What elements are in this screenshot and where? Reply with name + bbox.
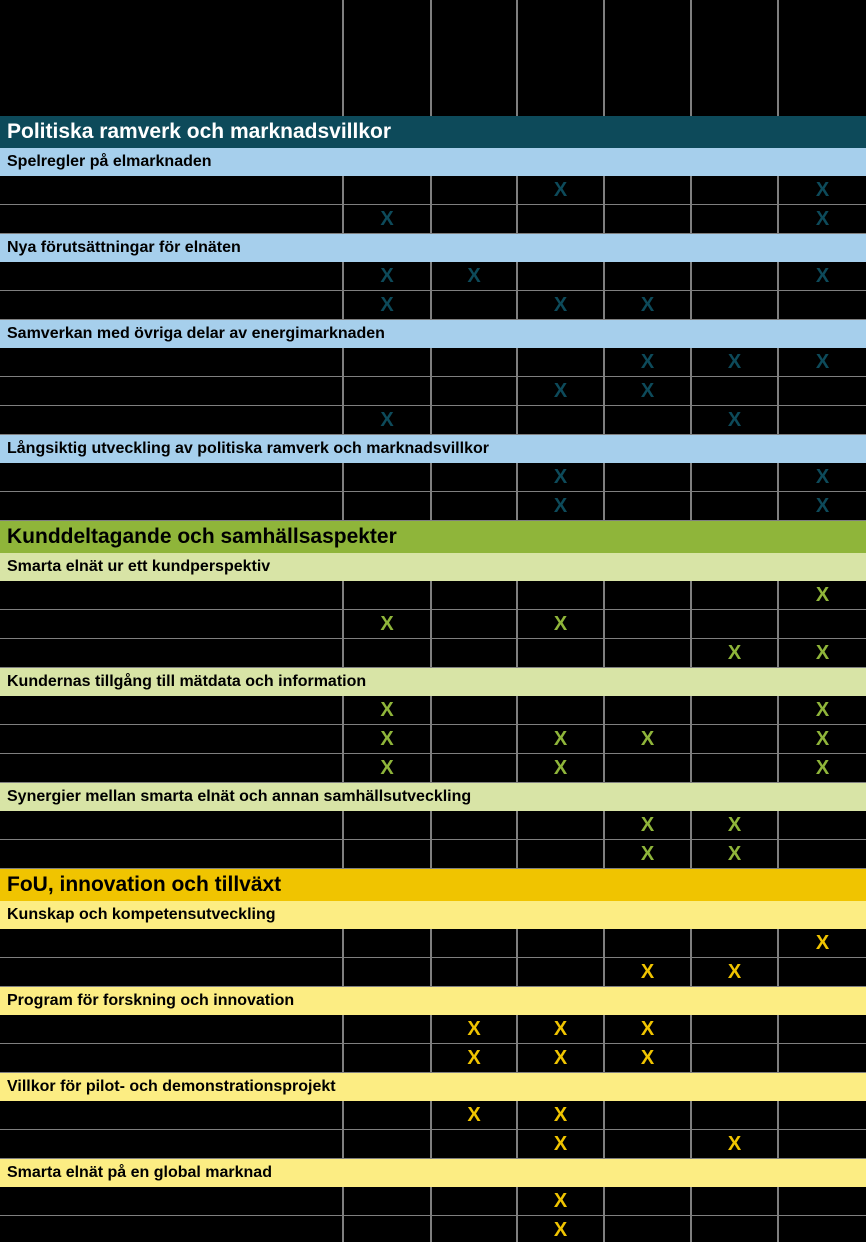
grid-cell-col-5 [690, 1015, 777, 1044]
grid-cell-col-6 [777, 463, 866, 492]
grid-cell-col-3 [516, 492, 603, 521]
matrix-row [0, 610, 866, 639]
grid-cell-col-2 [430, 463, 516, 492]
grid-cell-col-5 [690, 725, 777, 754]
grid-cell-col-1 [342, 348, 430, 377]
grid-cell-col-2 [430, 725, 516, 754]
subsection-heading: Smarta elnät på en global marknad [0, 1159, 866, 1187]
x-mark: X [553, 1047, 568, 1069]
grid-cell-col-6 [777, 291, 866, 320]
grid-cell-col-1 [342, 1216, 430, 1242]
grid-cell-col-1 [342, 0, 430, 116]
grid-cell-col-1 [342, 1187, 430, 1216]
x-mark: X [467, 265, 481, 287]
x-mark: X [553, 1219, 568, 1241]
subsection-heading: Spelregler på elmarknaden [0, 148, 866, 176]
grid-cell-col-6 [777, 639, 866, 668]
x-mark: X [815, 932, 830, 954]
x-mark: X [467, 1018, 481, 1040]
grid-cell-col-1 [342, 581, 430, 610]
grid-cell-col-3 [516, 1015, 603, 1044]
matrix-row [0, 1216, 866, 1242]
grid-cell-col-4 [603, 929, 690, 958]
section-heading: FoU, innovation och tillväxt [0, 869, 866, 901]
grid-cell-col-5 [690, 1187, 777, 1216]
grid-cell-col-1 [342, 492, 430, 521]
grid-cell-col-5 [690, 958, 777, 987]
grid-cell-col-2 [430, 929, 516, 958]
grid-cell-col-3 [516, 754, 603, 783]
row-label-cell [0, 725, 342, 754]
grid-cell-col-4 [603, 1015, 690, 1044]
grid-cell-col-5 [690, 0, 777, 116]
row-label-cell [0, 492, 342, 521]
x-mark: X [815, 208, 830, 230]
matrix-row [0, 176, 866, 205]
x-mark: X [553, 1133, 568, 1155]
matrix-row [0, 291, 866, 320]
subsection-heading: Kunskap och kompetensutveckling [0, 901, 866, 929]
x-mark: X [553, 380, 568, 402]
grid-cell-col-6 [777, 754, 866, 783]
grid-cell-col-5 [690, 377, 777, 406]
row-label-cell [0, 1187, 342, 1216]
grid-cell-col-3 [516, 958, 603, 987]
grid-cell-col-6 [777, 725, 866, 754]
grid-cell-col-6 [777, 262, 866, 291]
grid-cell-col-1 [342, 696, 430, 725]
row-label-cell [0, 463, 342, 492]
x-mark: X [815, 728, 830, 750]
grid-cell-col-2 [430, 406, 516, 435]
grid-cell-col-3 [516, 840, 603, 869]
grid-cell-col-6 [777, 1216, 866, 1242]
section-heading: Kunddeltagande och samhällsaspekter [0, 521, 866, 553]
matrix-row [0, 1044, 866, 1073]
x-mark: X [640, 1018, 655, 1040]
x-mark: X [640, 351, 655, 373]
grid-cell-col-4 [603, 262, 690, 291]
grid-cell-col-6 [777, 610, 866, 639]
grid-cell-col-3 [516, 205, 603, 234]
x-mark: X [380, 265, 394, 287]
x-mark: X [553, 728, 568, 750]
grid-cell-col-6 [777, 176, 866, 205]
grid-cell-col-3 [516, 811, 603, 840]
grid-cell-col-5 [690, 1101, 777, 1130]
grid-cell-col-4 [603, 205, 690, 234]
row-label-cell [0, 958, 342, 987]
section-heading: Politiska ramverk och marknadsvillkor [0, 116, 866, 148]
grid-cell-col-3 [516, 1216, 603, 1242]
grid-cell-col-2 [430, 754, 516, 783]
grid-cell-col-4 [603, 1216, 690, 1242]
grid-cell-col-4 [603, 1044, 690, 1073]
matrix-row [0, 406, 866, 435]
grid-cell-col-2 [430, 1216, 516, 1242]
x-mark: X [553, 179, 568, 201]
x-mark: X [815, 699, 830, 721]
matrix-row [0, 205, 866, 234]
grid-cell-col-3 [516, 176, 603, 205]
grid-cell-col-5 [690, 291, 777, 320]
grid-cell-col-2 [430, 205, 516, 234]
x-mark: X [727, 843, 742, 865]
matrix-row [0, 1101, 866, 1130]
grid-cell-col-5 [690, 754, 777, 783]
x-mark: X [727, 351, 742, 373]
grid-cell-col-4 [603, 291, 690, 320]
grid-cell-col-3 [516, 929, 603, 958]
grid-cell-col-1 [342, 1101, 430, 1130]
grid-cell-col-6 [777, 406, 866, 435]
grid-cell-col-4 [603, 463, 690, 492]
row-label-cell [0, 1044, 342, 1073]
grid-cell-col-1 [342, 1015, 430, 1044]
grid-cell-col-3 [516, 581, 603, 610]
grid-cell-col-6 [777, 348, 866, 377]
x-mark: X [815, 584, 830, 606]
matrix-row [0, 492, 866, 521]
grid-cell-col-4 [603, 639, 690, 668]
subsection-heading: Långsiktig utveckling av politiska ramverk och marknadsvillkor [0, 435, 866, 463]
matrix-row [0, 348, 866, 377]
grid-cell-col-1 [342, 176, 430, 205]
x-mark: X [815, 179, 830, 201]
row-label-cell [0, 754, 342, 783]
grid-cell-col-2 [430, 811, 516, 840]
grid-cell-col-4 [603, 1187, 690, 1216]
subsection-heading: Villkor för pilot- och demonstrationsprojekt [0, 1073, 866, 1101]
grid-cell-col-1 [342, 291, 430, 320]
grid-cell-col-2 [430, 377, 516, 406]
grid-cell-col-6 [777, 811, 866, 840]
x-mark: X [380, 728, 394, 750]
x-mark: X [815, 265, 830, 287]
grid-cell-col-4 [603, 610, 690, 639]
grid-cell-col-5 [690, 1130, 777, 1159]
grid-cell-col-4 [603, 581, 690, 610]
grid-cell-col-5 [690, 1216, 777, 1242]
grid-cell-col-3 [516, 639, 603, 668]
row-label-cell [0, 406, 342, 435]
row-label-cell [0, 1216, 342, 1242]
grid-cell-col-2 [430, 176, 516, 205]
x-mark: X [640, 961, 655, 983]
subsection-heading: Synergier mellan smarta elnät och annan samhällsutveckling [0, 783, 866, 811]
grid-cell-col-4 [603, 725, 690, 754]
grid-cell-col-1 [342, 610, 430, 639]
grid-cell-col-5 [690, 348, 777, 377]
x-mark: X [553, 1018, 568, 1040]
row-label-cell [0, 1101, 342, 1130]
row-label-cell [0, 176, 342, 205]
grid-cell-col-5 [690, 1044, 777, 1073]
matrix-row [0, 725, 866, 754]
x-mark: X [553, 294, 568, 316]
grid-cell-col-1 [342, 958, 430, 987]
grid-cell-col-1 [342, 205, 430, 234]
grid-cell-col-5 [690, 262, 777, 291]
grid-cell-col-1 [342, 1130, 430, 1159]
row-label-cell [0, 291, 342, 320]
x-mark: X [380, 294, 394, 316]
grid-cell-col-6 [777, 581, 866, 610]
subsection-heading: Samverkan med övriga delar av energimarknaden [0, 320, 866, 348]
grid-cell-col-2 [430, 581, 516, 610]
row-label-cell [0, 262, 342, 291]
grid-cell-col-3 [516, 0, 603, 116]
matrix-row [0, 811, 866, 840]
grid-cell-col-5 [690, 811, 777, 840]
grid-cell-col-4 [603, 754, 690, 783]
x-mark: X [727, 409, 742, 431]
grid-cell-col-2 [430, 262, 516, 291]
matrix-row [0, 1187, 866, 1216]
grid-cell-col-3 [516, 377, 603, 406]
row-label-cell [0, 610, 342, 639]
grid-cell-col-4 [603, 1130, 690, 1159]
x-mark: X [553, 495, 568, 517]
row-label-cell [0, 377, 342, 406]
grid-cell-col-3 [516, 1187, 603, 1216]
x-mark: X [640, 728, 655, 750]
grid-cell-col-2 [430, 492, 516, 521]
row-label-cell [0, 696, 342, 725]
matrix-row [0, 958, 866, 987]
matrix-row [0, 754, 866, 783]
grid-cell-col-6 [777, 1187, 866, 1216]
column-header-band [0, 0, 866, 116]
grid-cell-col-2 [430, 610, 516, 639]
grid-cell-col-4 [603, 492, 690, 521]
grid-cell-col-6 [777, 1015, 866, 1044]
x-mark: X [727, 814, 742, 836]
grid-cell-col-2 [430, 696, 516, 725]
subsection-heading: Smarta elnät ur ett kundperspektiv [0, 553, 866, 581]
x-mark: X [380, 699, 394, 721]
grid-cell-col-2 [430, 1187, 516, 1216]
x-mark: X [380, 757, 394, 779]
grid-cell-col-6 [777, 0, 866, 116]
grid-cell-col-6 [777, 377, 866, 406]
grid-cell-col-2 [430, 1130, 516, 1159]
grid-cell-col-1 [342, 639, 430, 668]
x-mark: X [467, 1104, 481, 1126]
matrix-row [0, 581, 866, 610]
grid-cell-col-6 [777, 696, 866, 725]
x-mark: X [553, 757, 568, 779]
grid-cell-col-3 [516, 1101, 603, 1130]
grid-cell-col-4 [603, 0, 690, 116]
grid-cell-col-1 [342, 754, 430, 783]
grid-cell-col-2 [430, 1044, 516, 1073]
x-mark: X [380, 409, 394, 431]
grid-cell-col-3 [516, 291, 603, 320]
matrix-row [0, 696, 866, 725]
matrix-row [0, 639, 866, 668]
row-label-cell [0, 1015, 342, 1044]
grid-cell-col-1 [342, 929, 430, 958]
grid-cell-col-2 [430, 0, 516, 116]
grid-cell-col-1 [342, 406, 430, 435]
subsection-heading: Program för forskning och innovation [0, 987, 866, 1015]
x-mark: X [553, 466, 568, 488]
grid-cell-col-6 [777, 1101, 866, 1130]
grid-cell-col-4 [603, 840, 690, 869]
matrix-row [0, 262, 866, 291]
grid-cell-col-2 [430, 291, 516, 320]
grid-cell-col-3 [516, 1044, 603, 1073]
grid-cell-col-2 [430, 1101, 516, 1130]
grid-cell-col-2 [430, 1015, 516, 1044]
x-mark: X [727, 1133, 742, 1155]
grid-cell-col-3 [516, 463, 603, 492]
x-mark: X [380, 208, 394, 230]
grid-cell-col-3 [516, 725, 603, 754]
grid-cell-col-5 [690, 205, 777, 234]
grid-cell-col-1 [342, 840, 430, 869]
x-mark: X [815, 642, 830, 664]
grid-cell-col-5 [690, 492, 777, 521]
subsection-heading: Kundernas tillgång till mätdata och information [0, 668, 866, 696]
grid-cell-col-5 [690, 929, 777, 958]
grid-cell-col-5 [690, 610, 777, 639]
subsection-heading: Nya förutsättningar för elnäten [0, 234, 866, 262]
grid-cell-col-3 [516, 262, 603, 291]
x-mark: X [640, 294, 655, 316]
grid-cell-col-6 [777, 840, 866, 869]
grid-cell-col-5 [690, 840, 777, 869]
grid-cell-col-2 [430, 840, 516, 869]
grid-cell-col-4 [603, 406, 690, 435]
grid-cell-col-6 [777, 958, 866, 987]
grid-cell-col-4 [603, 696, 690, 725]
grid-cell-col-6 [777, 929, 866, 958]
x-mark: X [727, 642, 742, 664]
x-mark: X [727, 961, 742, 983]
row-label-cell [0, 811, 342, 840]
matrix-row [0, 377, 866, 406]
x-mark: X [467, 1047, 481, 1069]
grid-cell-col-4 [603, 348, 690, 377]
x-mark: X [640, 1047, 655, 1069]
grid-cell-col-4 [603, 377, 690, 406]
grid-cell-col-6 [777, 205, 866, 234]
grid-cell-col-1 [342, 811, 430, 840]
grid-cell-col-2 [430, 958, 516, 987]
x-mark: X [815, 351, 830, 373]
x-mark: X [815, 466, 830, 488]
grid-cell-col-5 [690, 696, 777, 725]
row-label-cell [0, 1130, 342, 1159]
row-label-cell [0, 840, 342, 869]
grid-cell-col-4 [603, 958, 690, 987]
row-label-cell [0, 929, 342, 958]
grid-cell-col-2 [430, 639, 516, 668]
x-mark: X [553, 613, 568, 635]
x-mark: X [640, 814, 655, 836]
x-mark: X [380, 613, 394, 635]
row-label-cell [0, 348, 342, 377]
grid-cell-col-5 [690, 639, 777, 668]
grid-cell-col-5 [690, 406, 777, 435]
grid-cell-col-5 [690, 581, 777, 610]
grid-cell-col-4 [603, 1101, 690, 1130]
matrix-row [0, 1130, 866, 1159]
row-label-cell [0, 581, 342, 610]
grid-cell-col-3 [516, 406, 603, 435]
x-mark: X [640, 843, 655, 865]
grid-cell-col-3 [516, 1130, 603, 1159]
grid-cell-col-6 [777, 492, 866, 521]
matrix-row [0, 463, 866, 492]
grid-cell-col-1 [342, 262, 430, 291]
grid-cell-col-1 [342, 1044, 430, 1073]
grid-cell-col-4 [603, 811, 690, 840]
row-label-cell [0, 639, 342, 668]
grid-cell-col-3 [516, 348, 603, 377]
grid-cell-col-6 [777, 1044, 866, 1073]
row-label-cell [0, 205, 342, 234]
x-mark: X [553, 1104, 568, 1126]
matrix-row [0, 929, 866, 958]
grid-cell-col-1 [342, 377, 430, 406]
matrix-row [0, 1015, 866, 1044]
grid-cell-col-5 [690, 463, 777, 492]
x-mark: X [815, 757, 830, 779]
grid-cell-col-1 [342, 725, 430, 754]
x-mark: X [640, 380, 655, 402]
matrix-row [0, 840, 866, 869]
grid-cell-col-1 [342, 463, 430, 492]
grid-cell-col-2 [430, 348, 516, 377]
x-mark: X [553, 1190, 568, 1212]
grid-cell-col-4 [603, 176, 690, 205]
x-mark: X [815, 495, 830, 517]
grid-cell-col-3 [516, 696, 603, 725]
grid-cell-col-3 [516, 610, 603, 639]
grid-cell-col-6 [777, 1130, 866, 1159]
grid-cell-col-5 [690, 176, 777, 205]
